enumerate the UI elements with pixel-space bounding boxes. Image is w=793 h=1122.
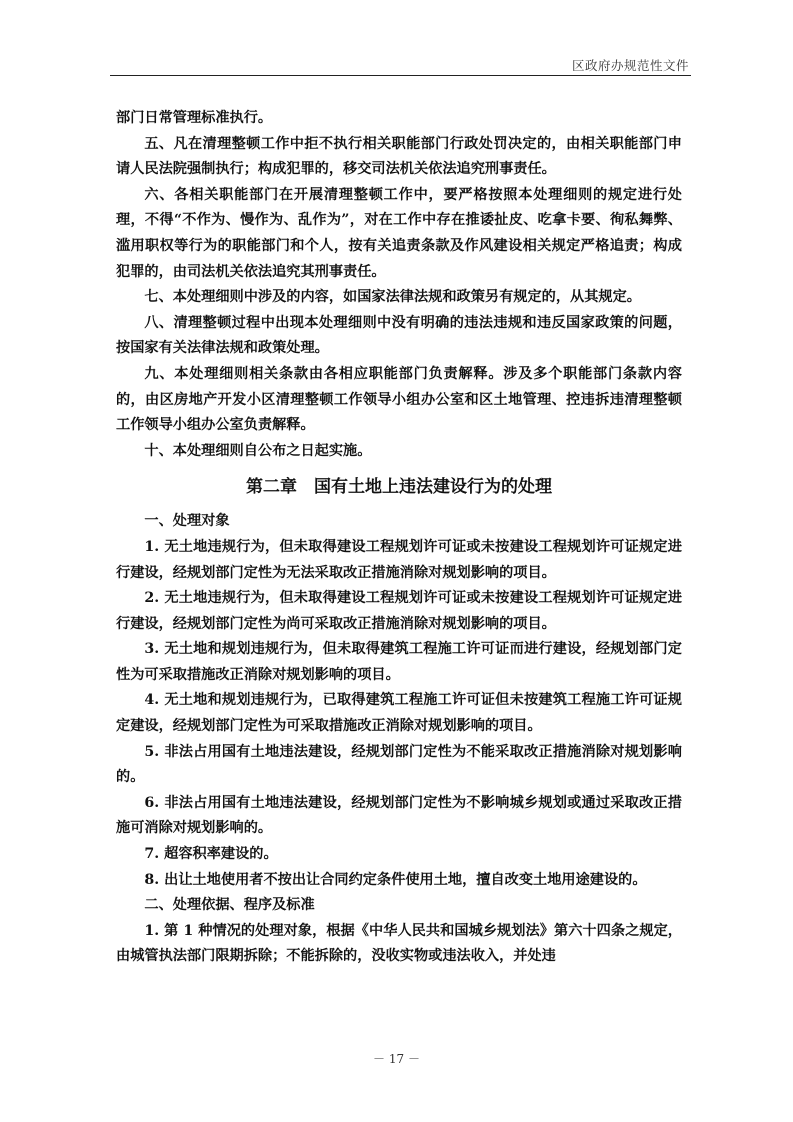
list-item: 7. 超容积率建设的。: [144, 846, 278, 863]
chapter-title: 第二章 国有土地上违法建设行为的处理: [246, 477, 552, 498]
section-heading-targets: 一、处理对象: [144, 513, 230, 530]
document-category-header: 区政府办规范性文件: [571, 58, 689, 73]
list-item: 1. 第 1 种情况的处理对象，根据《中华人民共和国城乡规划法》第六十四条之规定，由城管执法部门限期拆除；不能拆除的，没收实物或违法收入，并处违: [116, 922, 682, 965]
paragraph-continuation: 部门日常管理标准执行。: [116, 110, 273, 126]
paragraph-article-10: 十、本处理细则自公布之日起实施。: [144, 442, 372, 459]
header-divider: [110, 75, 691, 76]
section-heading-basis: 二、处理依据、程序及标准: [144, 897, 315, 914]
list-item: 4. 无土地和规划违规行为，已取得建筑工程施工许可证但未按建筑工程施工许可证规定建设，经规划部门定性为可采取措施改正消除对规划影响的项目。: [116, 692, 682, 735]
list-item: 2. 无土地违规行为，但未取得建设工程规划许可证或未按建设工程规划许可证规定进行建设，经规划部门定性为尚可采取改正措施消除对规划影响的项目。: [116, 590, 682, 632]
paragraph-article-7: 七、本处理细则中涉及的内容，如国家法律法规和政策另有规定的，从其规定。: [144, 289, 641, 306]
paragraph-article-8: 八、清理整顿过程中出现本处理细则中没有明确的违法违规和违反国家政策的问题，按国家有关法律法规和政策处理。: [116, 314, 682, 357]
paragraph-article-6: 六、各相关职能部门在开展清理整顿工作中，要严格按照本处理细则的规定进行处理，不得“不作为、慢作为、乱作为”，对在工作中存在推诿扯皮、吃拿卡要、徇私舞弊、滥用职权等行为的职能部门和个人，按有关追责条款及作风建设相关规定严格追责；构成犯罪的，由司法机关依法追究其刑事责任。: [116, 186, 682, 280]
document-body: [116, 106, 682, 970]
paragraph-article-9: 九、本处理细则相关条款由各相应职能部门负责解释。涉及多个职能部门条款内容的，由区房地产开发小区清理整顿工作领导小组办公室和区土地管理、控违拆违清理整顿工作领导小组办公室负责解释。: [116, 365, 682, 434]
list-item: 6. 非法占用国有土地违法建设，经规划部门定性为不影响城乡规划或通过采取改正措施可消除对规划影响的。: [116, 794, 682, 837]
page-number: － 17 －: [373, 1052, 420, 1066]
list-item: 8. 出让土地使用者不按出让合同约定条件使用土地，擅自改变土地用途建设的。: [144, 871, 647, 888]
paragraph-article-5: 五、凡在清理整顿工作中拒不执行相关职能部门行政处罚决定的，由相关职能部门申请人民法院强制执行；构成犯罪的，移交司法机关依法追究刑事责任。: [116, 135, 682, 178]
list-item: 3. 无土地和规划违规行为，但未取得建筑工程施工许可证而进行建设，经规划部门定性为可采取措施改正消除对规划影响的项目。: [116, 641, 682, 683]
list-item: 1. 无土地违规行为，但未取得建设工程规划许可证或未按建设工程规划许可证规定进行建设，经规划部门定性为无法采取改正措施消除对规划影响的项目。: [116, 538, 682, 581]
list-item: 5. 非法占用国有土地违法建设，经规划部门定性为不能采取改正措施消除对规划影响的。: [116, 743, 682, 786]
